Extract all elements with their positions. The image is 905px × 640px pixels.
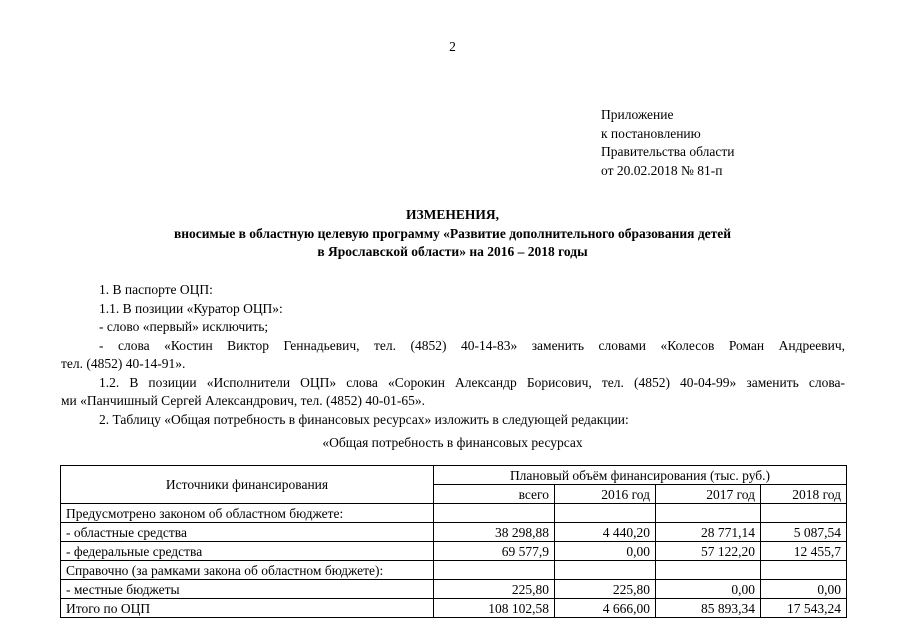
paragraph-1-1-b-line2: тел. (4852) 40-14-91». (61, 356, 186, 371)
row-label: Справочно (за рамками закона об областном бюджете): (61, 561, 434, 580)
cell-2018 (761, 561, 847, 580)
table-caption: «Общая потребность в финансовых ресурсах (322, 435, 583, 450)
header-2016: 2016 год (555, 485, 656, 504)
cell-2018: 17 543,24 (761, 599, 847, 618)
cell-2018: 5 087,54 (761, 523, 847, 542)
page-number: 2 (449, 39, 456, 54)
cell-total: 108 102,58 (434, 599, 555, 618)
cell-2017: 85 893,34 (656, 599, 761, 618)
cell-2018: 12 455,7 (761, 542, 847, 561)
cell-2018: 0,00 (761, 580, 847, 599)
appendix-block (601, 106, 734, 180)
cell-total: 69 577,9 (434, 542, 555, 561)
cell-2017 (656, 504, 761, 523)
table-row (61, 504, 847, 523)
cell-total: 225,80 (434, 580, 555, 599)
appendix-line: от 20.02.2018 № 81-п (601, 162, 723, 178)
financing-table (60, 465, 847, 618)
paragraph-1: 1. В паспорте ОЦП: (99, 282, 213, 297)
row-label: - областные средства (61, 523, 434, 542)
heading-title: ИЗМЕНЕНИЯ, (405, 207, 499, 222)
appendix-line: Правительства области (601, 144, 735, 159)
document-body (61, 281, 845, 429)
header-planned: Плановый объём финансирования (тыс. руб.) (434, 466, 847, 485)
cell-2017: 28 771,14 (656, 523, 761, 542)
cell-2016: 4 440,20 (555, 523, 656, 542)
document-heading (0, 206, 905, 262)
paragraph-1-2-line1: 1.2. В позиции «Исполнители ОЦП» слова «Сорокин Александр Борисович, тел. (4852) 40-04-99» заменить слова- (99, 374, 845, 390)
paragraph-1-1: 1.1. В позиции «Куратор ОЦП»: (99, 300, 283, 316)
table-row (61, 542, 847, 561)
cell-2017: 0,00 (656, 580, 761, 599)
cell-2016 (555, 561, 656, 580)
row-label: - местные бюджеты (61, 580, 434, 599)
cell-2016: 4 666,00 (555, 599, 656, 618)
cell-2016: 225,80 (555, 580, 656, 599)
header-2017: 2017 год (656, 485, 761, 504)
cell-2018 (761, 504, 847, 523)
cell-2017 (656, 561, 761, 580)
table-row (61, 580, 847, 599)
paragraph-1-2-line2: ми «Панчишный Сергей Александрович, тел. (4852) 40-01-65». (61, 393, 425, 408)
row-label: Предусмотрено законом об областном бюджете: (61, 504, 434, 523)
header-total: всего (434, 485, 555, 504)
appendix-line: к постановлению (601, 125, 701, 141)
header-source: Источники финансирования (61, 466, 434, 504)
paragraph-1-1-b-line1: - слова «Костин Виктор Геннадьевич, тел. (4852) 40-14-83» заменить словами «Колесов Роман Андреевич, (99, 337, 845, 353)
cell-2016 (555, 504, 656, 523)
row-label: - федеральные средства (61, 542, 434, 561)
cell-total: 38 298,88 (434, 523, 555, 542)
heading-subtitle-line: в Ярославской области» на 2016 – 2018 годы (317, 244, 588, 259)
cell-total (434, 504, 555, 523)
cell-total (434, 561, 555, 580)
cell-2017: 57 122,20 (656, 542, 761, 561)
table-row-total (61, 599, 847, 618)
paragraph-2: 2. Таблицу «Общая потребность в финансовых ресурсах» изложить в следующей редакции: (99, 411, 629, 427)
appendix-line: Приложение (601, 107, 674, 122)
table-header-row (61, 466, 847, 485)
paragraph-1-1-a: - слово «первый» исключить; (99, 319, 269, 334)
header-2018: 2018 год (761, 485, 847, 504)
table-row (61, 561, 847, 580)
cell-2016: 0,00 (555, 542, 656, 561)
heading-subtitle-line: вносимые в областную целевую программу «Развитие дополнительного образования детей (173, 225, 732, 241)
row-label: Итого по ОЦП (61, 599, 434, 618)
table-row (61, 523, 847, 542)
